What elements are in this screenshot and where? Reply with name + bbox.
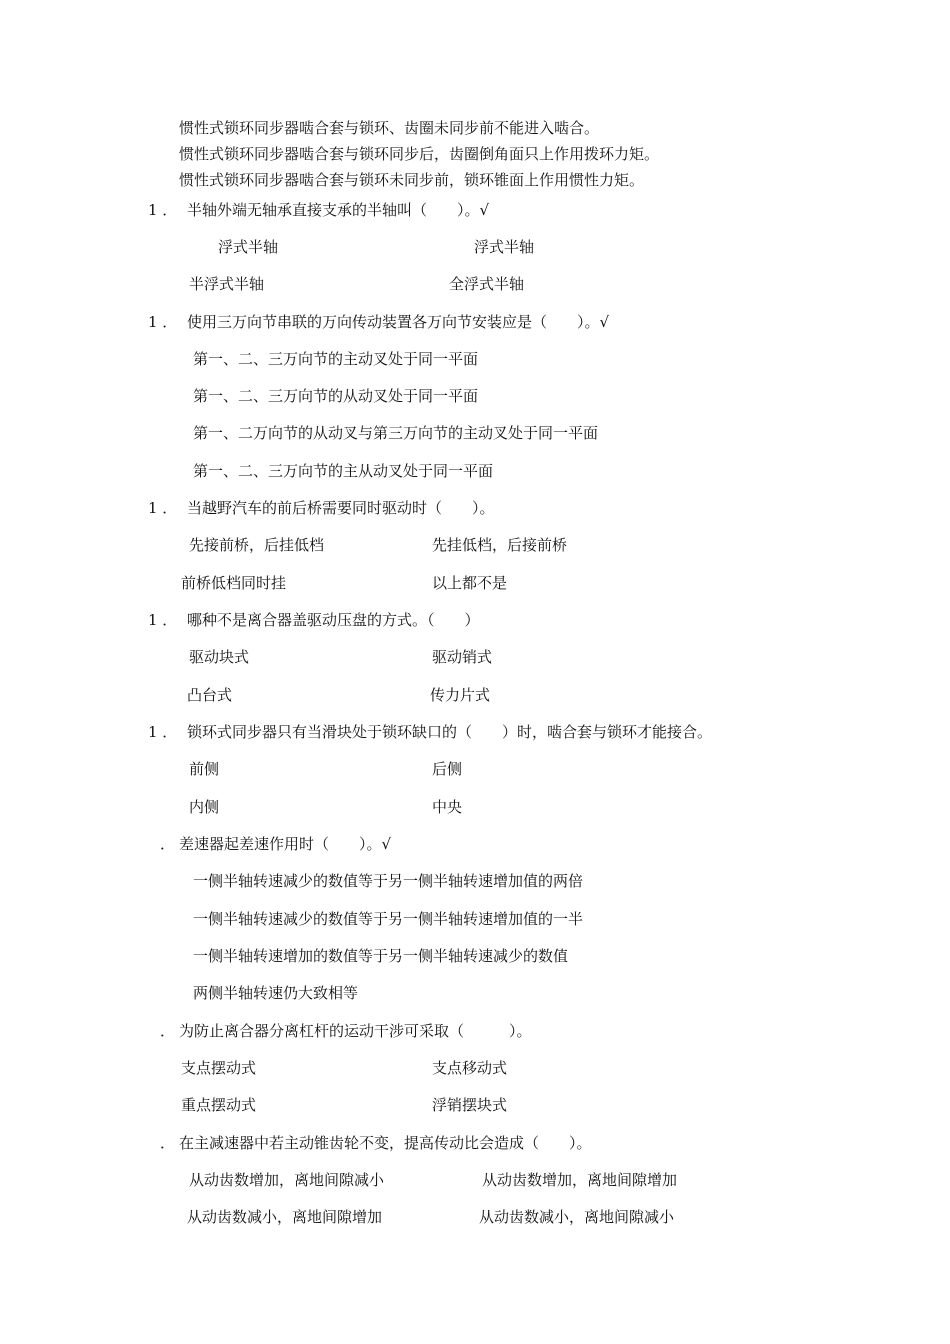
option: 前桥低档同时挂 — [181, 574, 287, 592]
question-number: ． — [160, 1022, 176, 1040]
option: 支点移动式 — [432, 1059, 508, 1077]
question-text: 在主减速器中若主动锥齿轮不变，提高传动比会造成（ ）。 — [179, 1134, 592, 1152]
option: 中央 — [432, 798, 463, 816]
option: 内侧 — [189, 798, 220, 816]
option: 一侧半轴转速减少的数值等于另一侧半轴转速增加值的两倍 — [193, 872, 584, 890]
option: 凸台式 — [187, 686, 233, 704]
option: 从动齿数减小，离地间隙减小 — [479, 1208, 675, 1226]
option: 后侧 — [432, 760, 463, 778]
option: 驱动块式 — [189, 648, 250, 666]
question-number: ． — [160, 835, 176, 853]
option: 一侧半轴转速减少的数值等于另一侧半轴转速增加值的一半 — [193, 910, 584, 928]
question-text: 差速器起差速作用时（ ）。√ — [179, 835, 392, 853]
option: 从动齿数增加，离地间隙减小 — [189, 1171, 385, 1189]
question-number: 1 ． — [148, 723, 178, 741]
option: 半浮式半轴 — [189, 275, 265, 293]
option: 两侧半轴转速仍大致相等 — [193, 984, 359, 1002]
question-text: 哪种不是离合器盖驱动压盘的方式。（ ） — [187, 611, 480, 629]
option: 传力片式 — [430, 686, 491, 704]
option: 第一、二、三万向节的从动叉处于同一平面 — [193, 387, 479, 405]
option: 全浮式半轴 — [449, 275, 525, 293]
option: 从动齿数增加，离地间隙增加 — [482, 1171, 678, 1189]
question-number: 1 ． — [148, 201, 178, 219]
option: 浮式半轴 — [218, 238, 279, 256]
option: 驱动销式 — [432, 648, 493, 666]
intro-line: 惯性式锁环同步器啮合套与锁环同步后，齿圈倒角面只上作用拨环力矩。 — [179, 145, 660, 163]
option: 重点摆动式 — [181, 1096, 257, 1114]
question-number: ． — [160, 1134, 176, 1152]
question-text: 为防止离合器分离杠杆的运动干涉可采取（ ）。 — [179, 1022, 532, 1040]
option: 浮销摆块式 — [432, 1096, 508, 1114]
intro-line: 惯性式锁环同步器啮合套与锁环未同步前，锁环锥面上作用惯性力矩。 — [179, 171, 645, 189]
option: 先挂低档，后接前桥 — [432, 536, 568, 554]
option: 先接前桥，后挂低档 — [189, 536, 325, 554]
option: 第一、二、三万向节的主从动叉处于同一平面 — [193, 462, 494, 480]
question-text: 锁环式同步器只有当滑块处于锁环缺口的（ ）时，啮合套与锁环才能接合。 — [187, 723, 713, 741]
question-text: 当越野汽车的前后桥需要同时驱动时（ ）。 — [187, 499, 495, 517]
question-text: 使用三万向节串联的万向传动装置各万向节安装应是（ ）。√ — [187, 313, 610, 331]
question-number: 1 ． — [148, 611, 178, 629]
option: 支点摆动式 — [181, 1059, 257, 1077]
option: 第一、二万向节的从动叉与第三万向节的主动叉处于同一平面 — [193, 424, 599, 442]
question-number: 1 ． — [148, 499, 178, 517]
option: 从动齿数减小，离地间隙增加 — [187, 1208, 383, 1226]
option: 前侧 — [189, 760, 220, 778]
option: 一侧半轴转速增加的数值等于另一侧半轴转速减少的数值 — [193, 947, 569, 965]
option: 第一、二、三万向节的主动叉处于同一平面 — [193, 350, 479, 368]
option: 浮式半轴 — [474, 238, 535, 256]
intro-line: 惯性式锁环同步器啮合套与锁环、齿圈未同步前不能进入啮合。 — [179, 119, 600, 137]
question-number: 1 ． — [148, 313, 178, 331]
option: 以上都不是 — [432, 574, 508, 592]
question-text: 半轴外端无轴承直接支承的半轴叫（ ）。√ — [187, 201, 490, 219]
